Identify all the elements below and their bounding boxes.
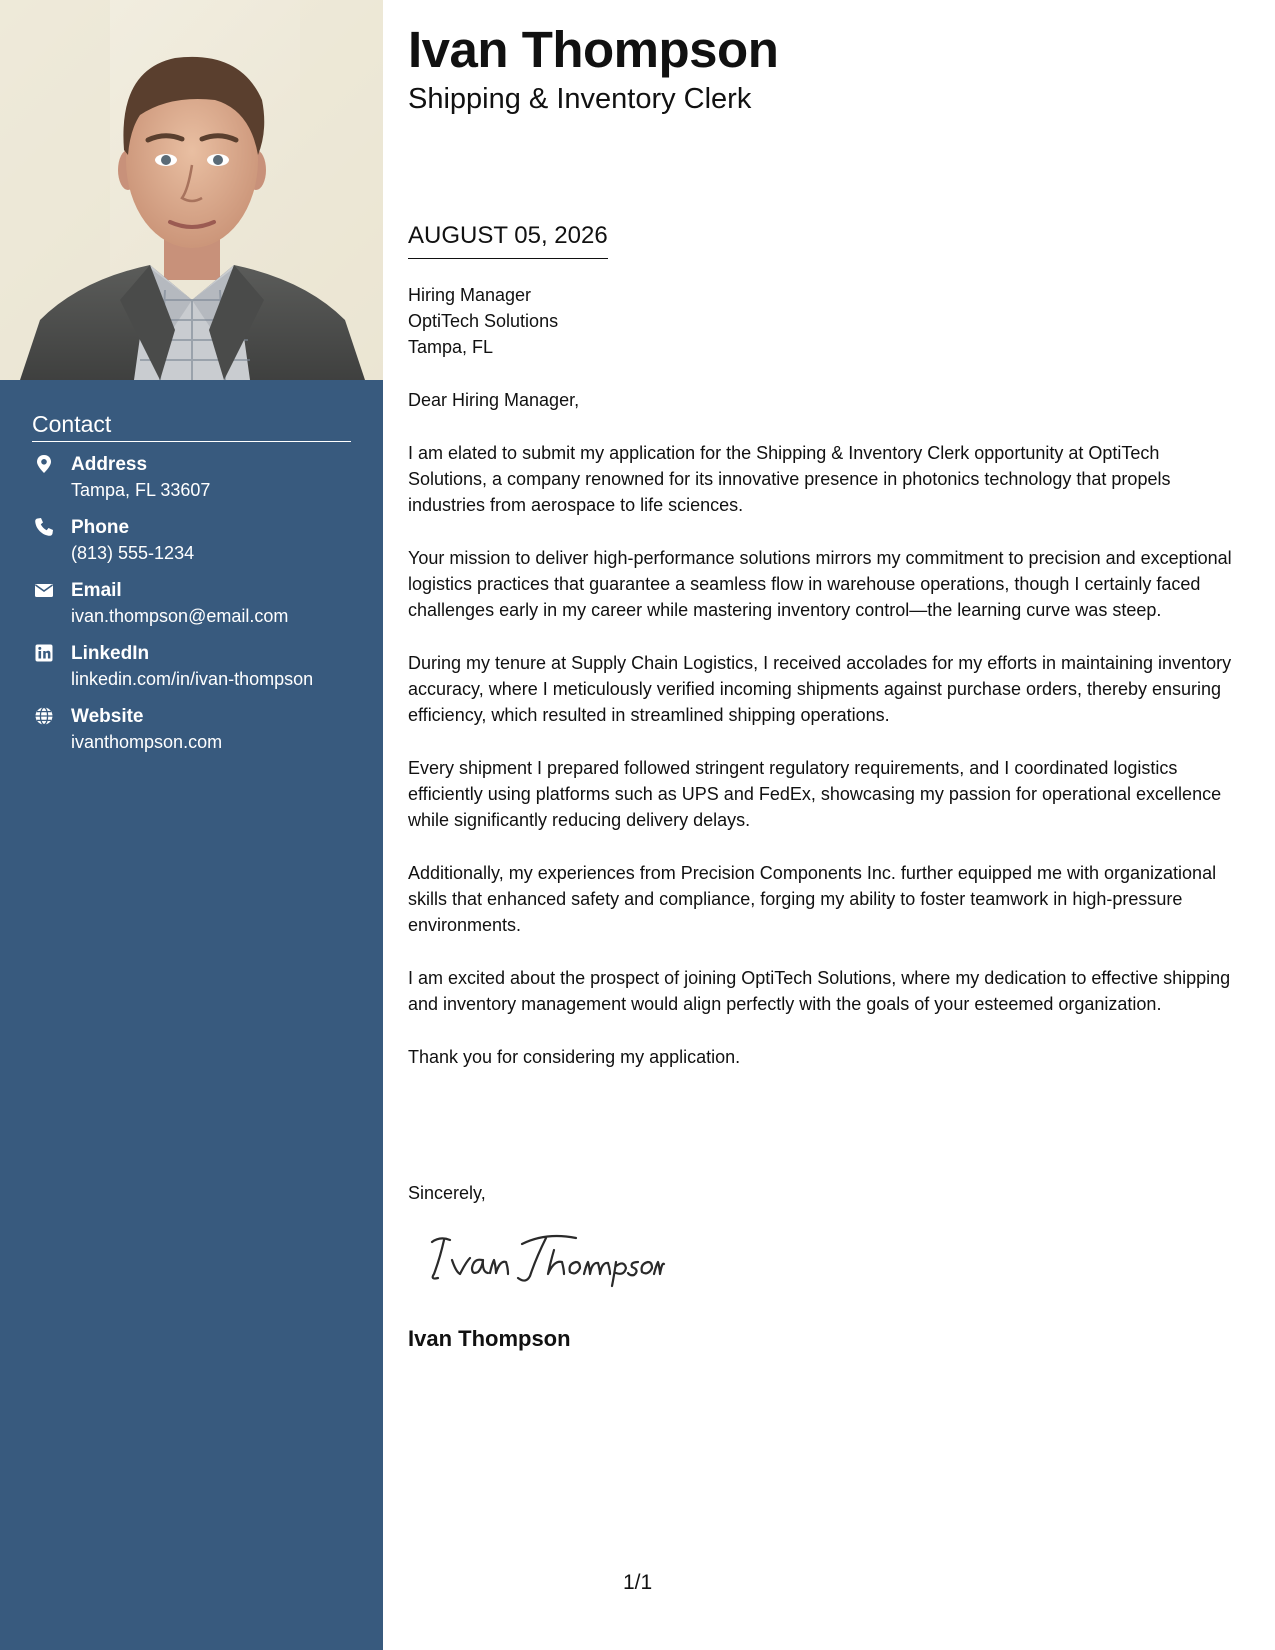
body-paragraph: I am excited about the prospect of joining OptiTech Solutions, where my dedication to effective shipping and inventory management would align perfectly with the goals of your esteemed organization. bbox=[408, 968, 1231, 1014]
recipient-block bbox=[408, 282, 558, 360]
job-title: Shipping & Inventory Clerk bbox=[408, 83, 752, 115]
contact-address bbox=[32, 452, 351, 515]
applicant-name: Ivan Thompson bbox=[408, 21, 779, 78]
signature-image bbox=[426, 1228, 666, 1288]
signed-name: Ivan Thompson bbox=[408, 1326, 571, 1351]
contact-linkedin bbox=[32, 641, 351, 704]
body-paragraph: Every shipment I prepared followed stringent regulatory requirements, and I coordinated logistics efficiently using platforms such as UPS and FedEx, showcasing my passion for operational excellence while significantly reducing delivery delays. bbox=[408, 758, 1222, 830]
envelope-icon bbox=[34, 580, 54, 600]
recipient-line: OptiTech Solutions bbox=[408, 311, 559, 331]
closing: Sincerely, bbox=[408, 1183, 486, 1203]
body-paragraph: Additionally, my experiences from Precision Components Inc. further equipped me with organizational skills that enhanced safety and compliance, forging my ability to foster teamwork in high-pressure environments. bbox=[408, 863, 1217, 935]
contact-website bbox=[32, 704, 351, 767]
body-paragraph: Thank you for considering my application. bbox=[408, 1047, 741, 1067]
contact-label: Email bbox=[71, 580, 122, 602]
letter-date: AUGUST 05, 2026 bbox=[408, 222, 608, 259]
letter-body bbox=[408, 387, 1238, 1097]
body-paragraph: I am elated to submit my application for the Shipping & Inventory Clerk opportunity at OptiTech Solutions, a company renowned for its innovative presence in photonics technology that propels industries from aerospace to life sciences. bbox=[408, 443, 1171, 515]
contact-value[interactable]: linkedin.com/in/ivan-thompson bbox=[71, 669, 314, 690]
contact-label: Phone bbox=[71, 517, 130, 539]
contact-email bbox=[32, 578, 351, 641]
linkedin-icon bbox=[34, 643, 54, 663]
body-paragraph: Your mission to deliver high-performance solutions mirrors my commitment to precision and exceptional logistics practices that guarantee a seamless flow in warehouse operations, though I certainly faced challenges early in my career while mastering inventory control—the learning curve was steep. bbox=[408, 548, 1232, 620]
contact-label: Website bbox=[71, 706, 144, 728]
contact-value: Tampa, FL 33607 bbox=[71, 480, 211, 501]
contact-phone bbox=[32, 515, 351, 578]
globe-icon bbox=[34, 706, 54, 726]
map-pin-icon bbox=[34, 454, 54, 474]
contact-section bbox=[32, 412, 351, 767]
salutation: Dear Hiring Manager, bbox=[408, 390, 580, 410]
recipient-line: Tampa, FL bbox=[408, 337, 494, 357]
contact-heading: Contact bbox=[32, 412, 351, 442]
profile-photo bbox=[0, 0, 383, 380]
page-number: 1/1 bbox=[623, 1571, 653, 1594]
contact-label: LinkedIn bbox=[71, 643, 150, 665]
contact-value[interactable]: ivan.thompson@email.com bbox=[71, 606, 289, 627]
contact-value[interactable]: ivanthompson.com bbox=[71, 732, 223, 753]
sidebar bbox=[0, 0, 383, 1650]
contact-label: Address bbox=[71, 454, 148, 476]
contact-value: (813) 555-1234 bbox=[71, 543, 195, 564]
phone-icon bbox=[34, 517, 54, 537]
body-paragraph: During my tenure at Supply Chain Logistics, I received accolades for my efforts in maintaining inventory accuracy, where I meticulously verified incoming shipments against purchase orders, thereby ensuring efficiency, which resulted in streamlined shipping operations. bbox=[408, 653, 1232, 725]
recipient-line: Hiring Manager bbox=[408, 285, 532, 305]
